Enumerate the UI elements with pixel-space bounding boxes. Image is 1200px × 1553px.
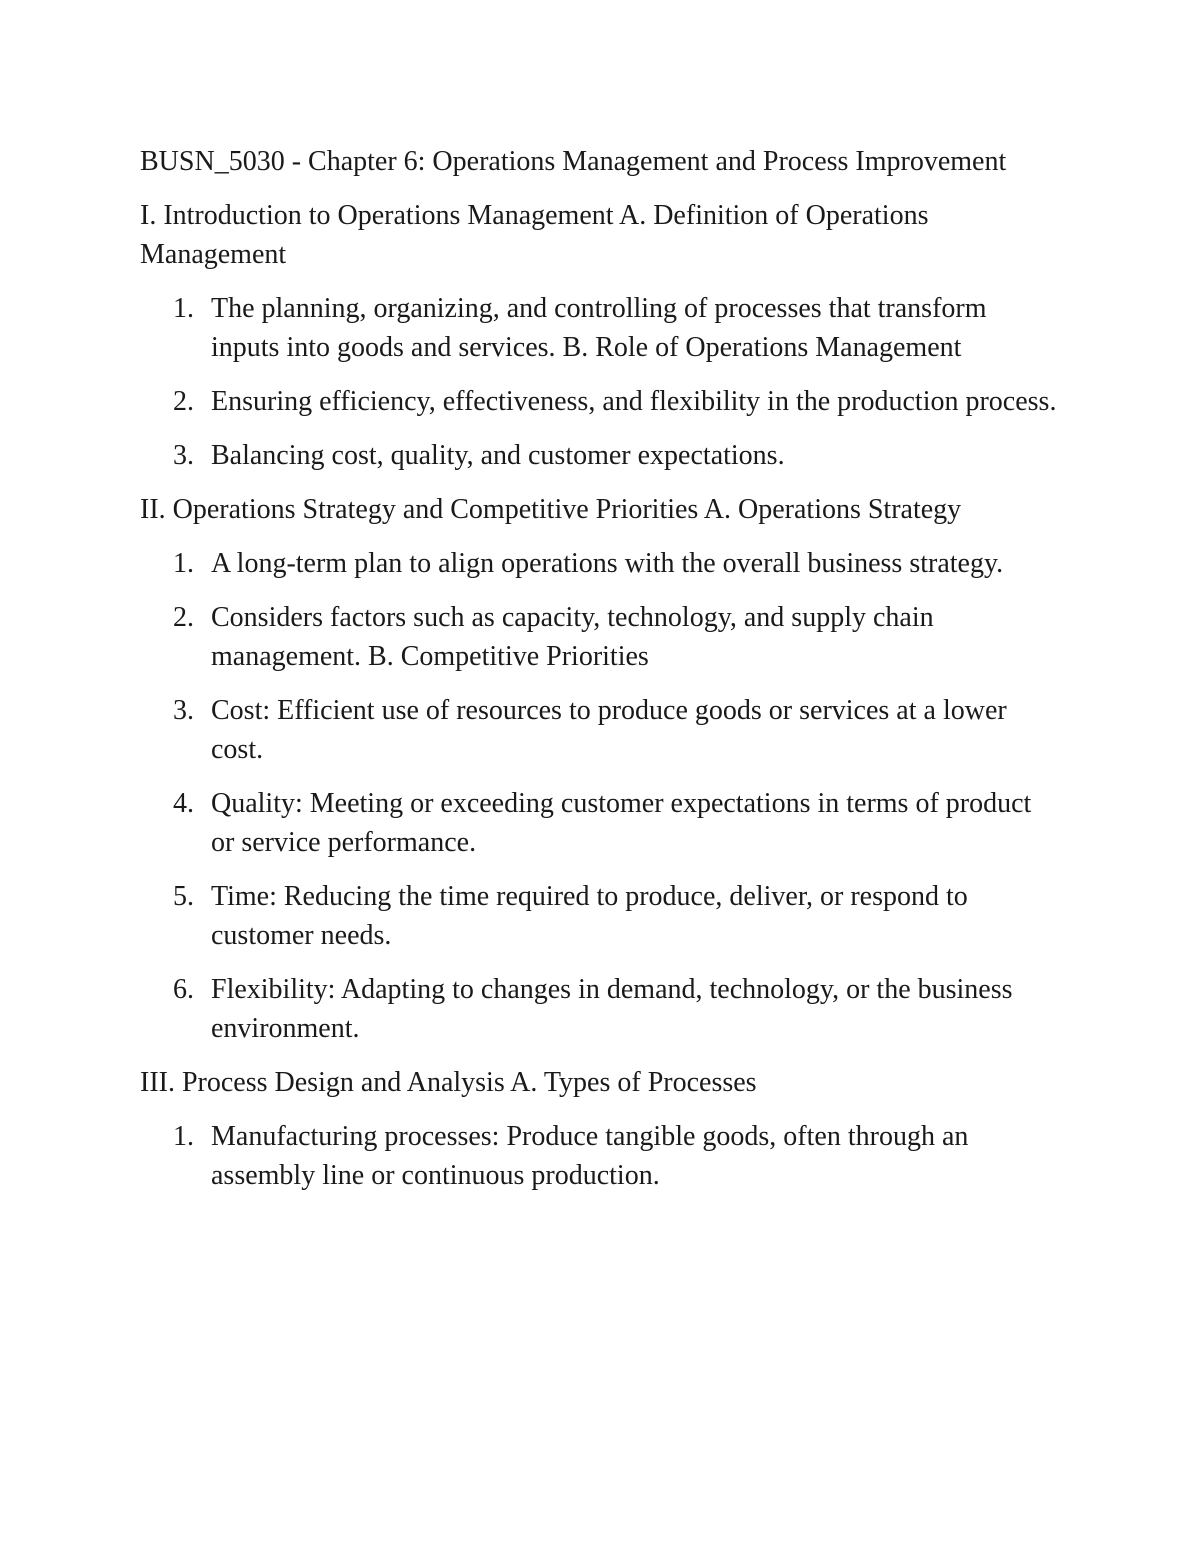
list-item-text: Quality: Meeting or exceeding customer expectations in terms of product or service performance. bbox=[211, 788, 1032, 858]
list-item bbox=[140, 1117, 1060, 1195]
numbered-list bbox=[140, 544, 1060, 1048]
document-title: BUSN_5030 - Chapter 6: Operations Management and Process Improvement bbox=[140, 146, 1007, 177]
list-number: 3. bbox=[173, 695, 194, 726]
list-item bbox=[140, 784, 1060, 862]
section-heading: III. Process Design and Analysis A. Types of Processes bbox=[140, 1067, 757, 1098]
section-heading: II. Operations Strategy and Competitive Priorities A. Operations Strategy bbox=[140, 494, 962, 525]
list-item-text: Considers factors such as capacity, technology, and supply chain management. B. Competitive Priorities bbox=[211, 602, 934, 672]
section-heading: I. Introduction to Operations Management A. Definition of Operations Management bbox=[140, 200, 929, 270]
list-item bbox=[140, 877, 1060, 955]
list-item-text: The planning, organizing, and controlling of processes that transform inputs into goods and services. B. Role of Operations Management bbox=[211, 293, 987, 363]
list-number: 5. bbox=[173, 881, 194, 912]
section-introduction bbox=[140, 196, 1060, 475]
list-number: 3. bbox=[173, 440, 194, 471]
list-item-text: A long-term plan to align operations with the overall business strategy. bbox=[211, 548, 1004, 579]
list-number: 4. bbox=[173, 788, 194, 819]
list-item-text: Cost: Efficient use of resources to produce goods or services at a lower cost. bbox=[211, 695, 1007, 765]
list-item bbox=[140, 544, 1060, 583]
list-item bbox=[140, 691, 1060, 769]
list-item-text: Time: Reducing the time required to produce, deliver, or respond to customer needs. bbox=[211, 881, 968, 951]
numbered-list bbox=[140, 289, 1060, 475]
list-item bbox=[140, 970, 1060, 1048]
list-number: 6. bbox=[173, 974, 194, 1005]
section-process-design bbox=[140, 1063, 1060, 1195]
list-number: 1. bbox=[173, 293, 194, 324]
list-number: 2. bbox=[173, 386, 194, 417]
list-item-text: Ensuring efficiency, effectiveness, and flexibility in the production process. bbox=[211, 386, 1057, 417]
list-item bbox=[140, 289, 1060, 367]
list-item-text: Balancing cost, quality, and customer expectations. bbox=[211, 440, 785, 471]
list-item bbox=[140, 436, 1060, 475]
list-number: 1. bbox=[173, 1121, 194, 1152]
list-number: 1. bbox=[173, 548, 194, 579]
numbered-list bbox=[140, 1117, 1060, 1195]
list-item bbox=[140, 382, 1060, 421]
document-page bbox=[140, 142, 1060, 1210]
list-number: 2. bbox=[173, 602, 194, 633]
list-item-text: Flexibility: Adapting to changes in demand, technology, or the business environment. bbox=[211, 974, 1013, 1044]
section-operations-strategy bbox=[140, 490, 1060, 1048]
list-item-text: Manufacturing processes: Produce tangible goods, often through an assembly line or continuous production. bbox=[211, 1121, 969, 1191]
list-item bbox=[140, 598, 1060, 676]
